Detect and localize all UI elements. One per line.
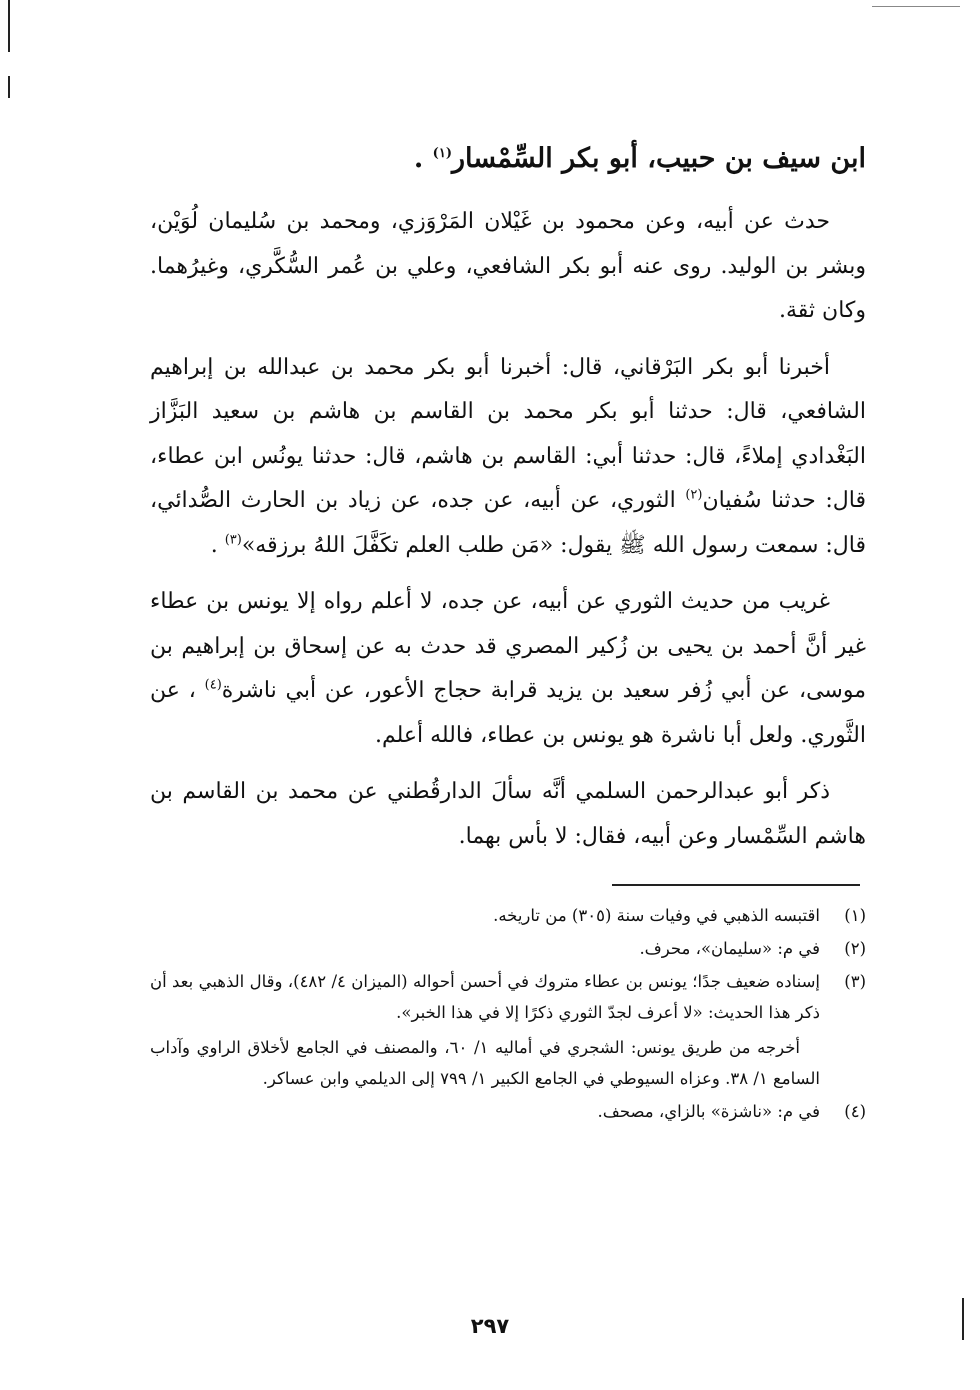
- footnote-separator: [612, 884, 860, 886]
- paragraph-biography: [150, 200, 866, 334]
- paragraph-isnad: [150, 346, 866, 569]
- scan-edge-mark: [872, 6, 960, 7]
- entry-heading-text: ابن سيف بن حبيب، أبو بكر السِّمْسار: [451, 143, 866, 174]
- entry-heading: [150, 136, 866, 182]
- footnote-number: (١): [844, 906, 866, 925]
- paragraph-grading: [150, 770, 866, 859]
- paragraph-text: .: [210, 532, 225, 558]
- footnote-item: [150, 933, 866, 964]
- footnote-continuation: أخرجه من طريق يونس: الشجري في أماليه ١/ ٦٠، والمصنف في الجامع لأخلاق الراوي وآداب السامع ١/ ٣٨. وعزاه السيوطي في الجامع الكبير ١/ ٧٩٩ إلى الديلمي وابن عساكر.: [150, 1038, 820, 1088]
- page-number: ٢٩٧: [470, 1314, 510, 1338]
- heading-tail: .: [413, 143, 433, 174]
- paragraph-text: أخبرنا أبو بكر البَرْقاني، قال: أخبرنا أبو بكر محمد بن عبدالله بن إبراهيم الشافعي، قال: حدثنا أبو بكر محمد بن القاسم بن هاشم بن سعيد البَزَّاز البَغْدادي إملاءً، قال: حدثنا أبي: القاسم بن هاشم، قال: حدثنا يونُس ابن عطاء، قال: حدثنا سُفيان: [150, 354, 866, 513]
- footnote-item: [150, 1096, 866, 1127]
- footnote-ref: (٢): [685, 487, 703, 503]
- footnote-ref: (٤): [204, 677, 222, 693]
- footnote-item: [150, 900, 866, 931]
- scan-edge-mark: [8, 0, 10, 52]
- footnote-text: إسناده ضعيف جدًا؛ يونس بن عطاء متروك في أحسن أحواله (الميزان ٤/ ٤٨٢)، وقال الذهبي بعد أن ذكر هذا الحديث: «لا أعرف لجدّ الثوري ذكرًا إلا في هذا الخبر».: [150, 972, 821, 1022]
- footnote-ref: (١): [432, 146, 452, 161]
- footnote-number: (٢): [844, 939, 866, 958]
- scan-edge-mark: [8, 76, 10, 98]
- footnote-text: في م: «ناشزة» بالزاي، مصحف.: [597, 1102, 820, 1121]
- paragraph-text: غريب من حديث الثوري عن أبيه، عن جده، لا أعلم رواه إلا يونس بن عطاء غير أنَّ أحمد بن يحيى بن زُكير المصري قد حدث به عن إسحاق بن إبراهيم بن موسى، عن أبي زُفر سعيد بن يزيد قرابة حجاج الأعور، عن أبي ناشرة: [150, 589, 867, 703]
- paragraph-text: الثوري، عن أبيه، عن جده، عن زياد بن الحارث الصُّدائي، قال: سمعت رسول الله ﷺ يقول: «مَن طلب العلم تكَفَّلَ اللهُ برزقه»: [150, 488, 866, 558]
- footnote-number: (٤): [844, 1102, 866, 1121]
- footnote-text: اقتبسه الذهبي في وفيات سنة (٣٠٥) من تاريخه.: [493, 906, 820, 925]
- paragraph-text: ، عن الثَّوري. ولعل أبا ناشرة هو يونس بن عطاء، فالله أعلم.: [150, 678, 866, 748]
- footnote-text: في م: «سليمان»، محرف.: [639, 939, 820, 958]
- paragraph-commentary: [150, 580, 866, 758]
- footnote-ref: (٣): [224, 532, 242, 548]
- paragraph-text: حدث عن أبيه، وعن محمود بن غَيْلان المَرْوَزي، ومحمد بن سُليمان لُوَيْن، وبشر بن الوليد. روى عنه أبو بكر الشافعي، وعلي بن عُمر السُّكَّري، وغيرُهما. وكان ثقة.: [150, 209, 866, 323]
- scan-edge-mark: [962, 1298, 964, 1340]
- footnote-number: (٣): [844, 972, 866, 991]
- body-text: [150, 200, 866, 859]
- footnote-item: [150, 966, 866, 1094]
- footnotes: [150, 900, 866, 1129]
- paragraph-text: ذكر أبو عبدالرحمن السلمي أنَّه سألَ الدارقُطني عن محمد بن القاسم بن هاشم السِّمْسار وعن أبيه، فقال: لا بأس بهما.: [150, 779, 866, 849]
